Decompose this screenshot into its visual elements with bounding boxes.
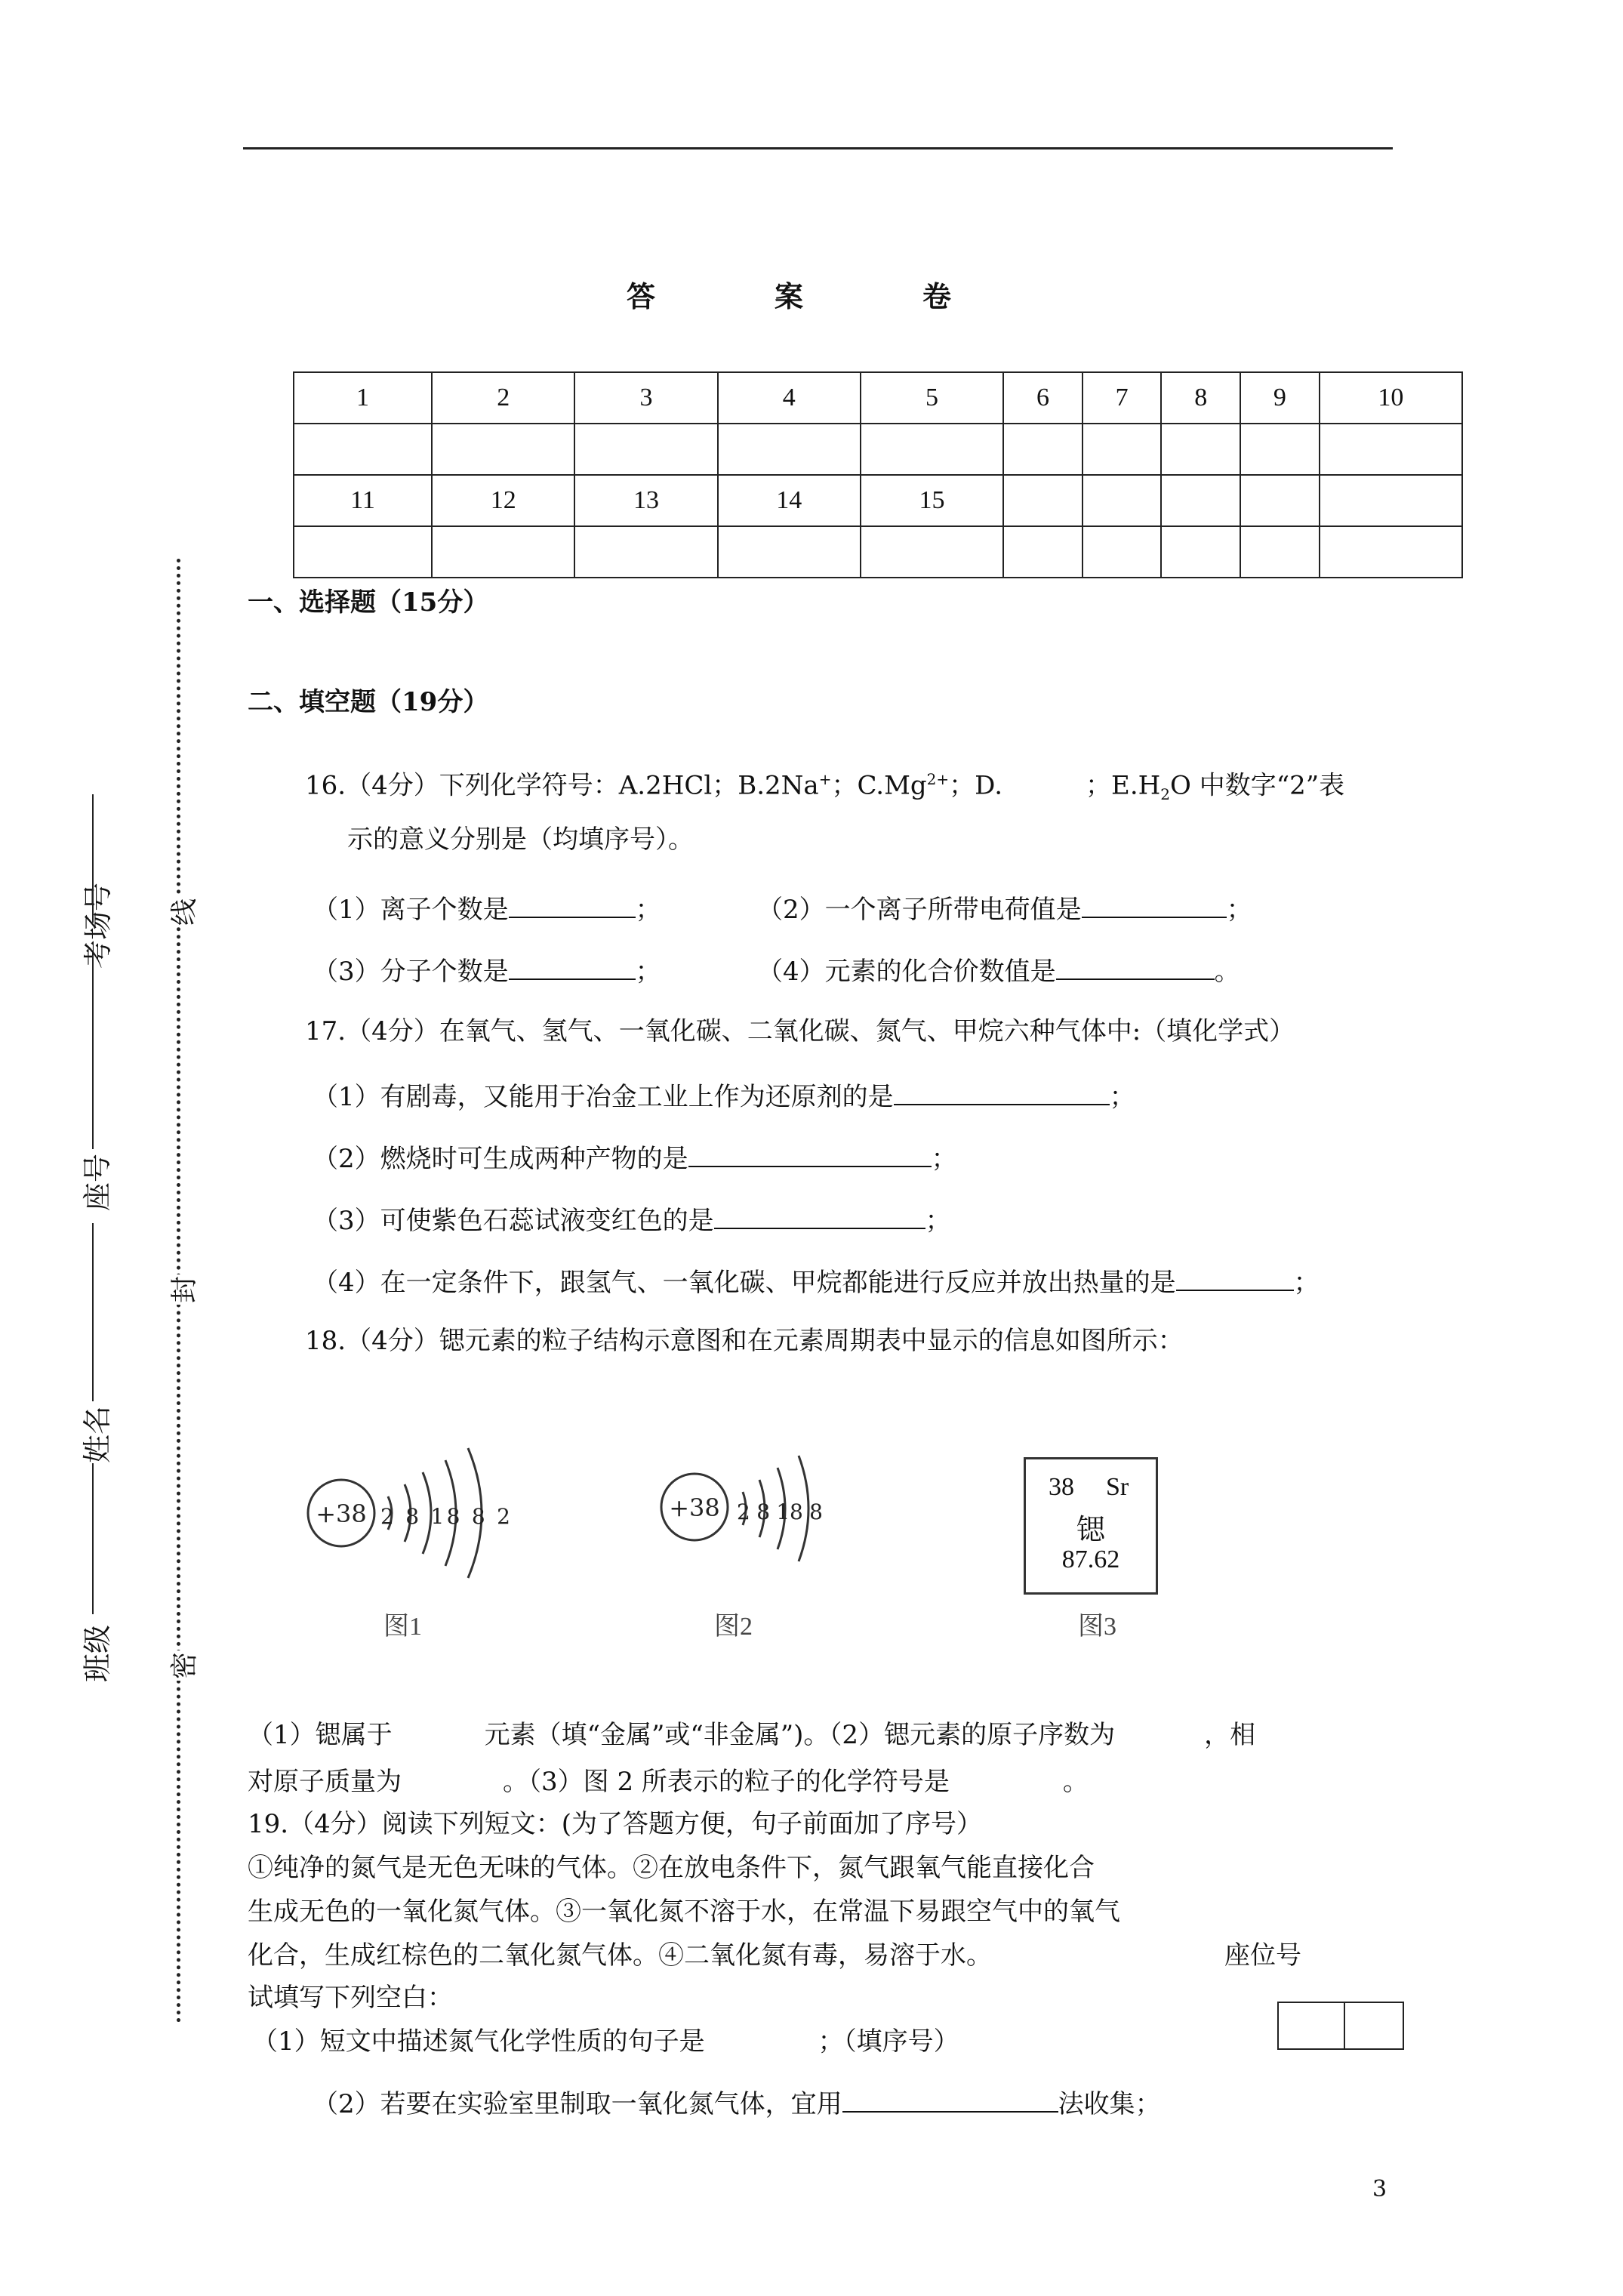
figure1-caption: 图1 xyxy=(383,1613,422,1641)
q16-text: ；D. xyxy=(949,770,1002,801)
q17-stem: 17.（4分）在氧气、氢气、一氧化碳、二氧化碳、氮气、甲烷六种气体中:（填化学式） xyxy=(305,1016,1295,1046)
q19-stem: 19.（4分）阅读下列短文：(为了答题方便，句子前面加了序号） xyxy=(248,1809,982,1839)
nucleus-label: +38 xyxy=(316,1499,367,1528)
q16-part-label: （1）离子个数是 xyxy=(313,895,509,925)
exam-room-label: 考场号 xyxy=(82,882,115,969)
q17-part-label: （4）在一定条件下，跟氢气、一氧化碳、甲烷都能进行反应并放出热量的是 xyxy=(313,1268,1176,1298)
top-rule xyxy=(243,147,1393,149)
table-cell: 15 xyxy=(861,475,1003,526)
table-cell xyxy=(1003,475,1083,526)
table-cell: 11 xyxy=(294,475,432,526)
seat-number-label: 座位号 xyxy=(1224,1940,1301,1971)
q19-part-end: 法收集； xyxy=(1058,2089,1161,2119)
q16-part-label: （2）一个离子所带电荷值是 xyxy=(757,895,1082,925)
q17-part4 xyxy=(313,1264,1320,1298)
table-cell: 13 xyxy=(574,475,717,526)
q16-text: 16.（4分）下列化学符号：A.2HCl；B.2Na xyxy=(305,770,819,801)
table-row xyxy=(294,475,1462,526)
answer-cell[interactable] xyxy=(432,526,574,578)
answer-blank[interactable] xyxy=(1082,891,1227,918)
table-cell: 1 xyxy=(294,372,432,424)
q18-answer-line2 xyxy=(248,1767,1089,1797)
figure3-periodic-cell xyxy=(1024,1457,1158,1595)
q18-text: 对原子质量为 xyxy=(248,1767,402,1797)
answer-cell[interactable] xyxy=(1003,424,1083,475)
answer-cell[interactable] xyxy=(1161,424,1240,475)
q19-part-label: （1）短文中描述氮气化学性质的句子是 xyxy=(252,2026,705,2057)
seal-word-secret: 密 xyxy=(163,1650,193,1681)
q17-part3 xyxy=(313,1202,951,1236)
answer-cell[interactable] xyxy=(1240,526,1320,578)
table-cell: 8 xyxy=(1161,372,1240,424)
electron-shells-label: 2 8 18 8 2 xyxy=(380,1504,510,1529)
q16-text: ；C.Mg xyxy=(831,770,927,801)
answer-cell[interactable] xyxy=(1003,526,1083,578)
q17-part-end: ； xyxy=(1109,1082,1135,1112)
q17-part-end: ； xyxy=(931,1144,957,1174)
table-row xyxy=(294,526,1462,578)
answer-cell[interactable] xyxy=(718,424,861,475)
table-cell: 6 xyxy=(1003,372,1083,424)
answer-cell[interactable] xyxy=(1320,424,1462,475)
q19-part-label: （2）若要在实验室里制取一氧化氮气体，宜用 xyxy=(313,2089,842,2119)
answer-blank[interactable] xyxy=(1056,953,1215,980)
q19-passage-line2: 生成无色的一氧化氮气体。③一氧化氮不溶于水，在常温下易跟空气中的氧气 xyxy=(248,1897,1120,1927)
table-cell: 5 xyxy=(861,372,1003,424)
q17-part2 xyxy=(313,1140,957,1174)
seat-number-box[interactable] xyxy=(1277,2002,1404,2050)
page-title: 答 案 卷 xyxy=(626,279,996,313)
superscript: + xyxy=(818,770,832,788)
q16-part-end: 。 xyxy=(1214,957,1240,987)
name-label: 姓名 xyxy=(81,1406,114,1464)
answer-blank[interactable] xyxy=(688,1140,932,1167)
table-cell: 7 xyxy=(1083,372,1162,424)
table-cell: 9 xyxy=(1240,372,1320,424)
element-name: 锶 xyxy=(1076,1513,1105,1546)
figure3-caption: 图3 xyxy=(1078,1613,1116,1641)
atomic-number: 38 xyxy=(1049,1473,1074,1501)
answer-cell[interactable] xyxy=(1161,526,1240,578)
answer-blank[interactable] xyxy=(509,891,636,918)
exam-room-field[interactable] xyxy=(92,794,94,923)
answer-cell[interactable] xyxy=(574,526,717,578)
answer-cell[interactable] xyxy=(1083,526,1162,578)
q17-part-end: ； xyxy=(925,1206,951,1236)
table-cell xyxy=(1240,475,1320,526)
q16-text: O 中数字“2”表 xyxy=(1170,770,1345,801)
q17-part-label: （2）燃烧时可生成两种产物的是 xyxy=(313,1144,688,1174)
q18-answer-line1 xyxy=(248,1720,1255,1750)
answer-cell[interactable] xyxy=(1320,526,1462,578)
q17-part-label: （3）可使紫色石蕊试液变红色的是 xyxy=(313,1206,714,1236)
element-symbol: Sr xyxy=(1106,1473,1129,1501)
subscript: 2 xyxy=(1160,785,1171,804)
table-cell: 10 xyxy=(1320,372,1462,424)
seat-box-divider xyxy=(1344,2003,1345,2048)
table-cell xyxy=(1320,475,1462,526)
electron-shells-label: 2 8 18 8 xyxy=(737,1499,823,1524)
section-choice-heading: 一、选择题（15分） xyxy=(248,587,489,618)
q18-text: 。（3）图 2 所表示的粒子的化学符号是 xyxy=(503,1767,950,1797)
table-row xyxy=(294,372,1462,424)
table-cell: 14 xyxy=(718,475,861,526)
answer-cell[interactable] xyxy=(1240,424,1320,475)
figure2-caption: 图2 xyxy=(714,1613,753,1641)
q18-text: ，相 xyxy=(1204,1720,1256,1750)
seat-field[interactable] xyxy=(92,953,94,1149)
q19-part2 xyxy=(313,2085,1161,2119)
answer-cell[interactable] xyxy=(861,424,1003,475)
answer-cell[interactable] xyxy=(718,526,861,578)
q16-stem-line2: 示的意义分别是（均填序号）。 xyxy=(347,824,694,855)
table-cell: 4 xyxy=(718,372,861,424)
figure2-ion-diagram xyxy=(654,1435,865,1608)
q18-text: （1）锶属于 xyxy=(248,1720,393,1750)
q17-part1 xyxy=(313,1078,1135,1112)
q19-part-end: ；（填序号） xyxy=(818,2026,959,2057)
answer-table xyxy=(293,371,1463,578)
class-field[interactable] xyxy=(92,1463,94,1614)
seal-word-line: 线 xyxy=(163,897,193,927)
q18-text: 。 xyxy=(1062,1767,1089,1797)
q19-passage-line3: 化合，生成红棕色的二氧化氮气体。④二氧化氮有毒，易溶于水。 xyxy=(248,1940,992,1971)
q16-part-end: ； xyxy=(1226,895,1252,925)
answer-cell[interactable] xyxy=(574,424,717,475)
table-cell: 3 xyxy=(574,372,717,424)
answer-cell[interactable] xyxy=(1083,424,1162,475)
q17-part-label: （1）有剧毒，又能用于冶金工业上作为还原剂的是 xyxy=(313,1082,894,1112)
q16-part-label: （3）分子个数是 xyxy=(313,957,509,987)
q19-passage-line1: ①纯净的氮气是无色无味的气体。②在放电条件下，氮气跟氧气能直接化合 xyxy=(248,1853,1095,1883)
q19-instruction: 试填写下列空白： xyxy=(248,1983,453,2013)
q16-part2 xyxy=(757,891,1252,925)
answer-blank[interactable] xyxy=(509,953,636,980)
q18-stem: 18.（4分）锶元素的粒子结构示意图和在元素周期表中显示的信息如图所示： xyxy=(305,1326,1184,1356)
table-row xyxy=(294,424,1462,475)
q17-part-end: ； xyxy=(1293,1268,1320,1298)
answer-cell[interactable] xyxy=(294,424,432,475)
q16-part3 xyxy=(313,953,661,987)
page-number: 3 xyxy=(1372,2176,1387,2202)
answer-blank[interactable] xyxy=(1176,1264,1294,1291)
name-field[interactable] xyxy=(92,1223,94,1401)
answer-blank[interactable] xyxy=(894,1078,1110,1105)
q16-part1 xyxy=(313,891,661,925)
table-cell: 2 xyxy=(432,372,574,424)
nucleus-label: +38 xyxy=(669,1493,720,1522)
q16-stem xyxy=(305,764,1344,809)
answer-blank[interactable] xyxy=(714,1202,925,1229)
answer-cell[interactable] xyxy=(861,526,1003,578)
figure1-atom-diagram xyxy=(299,1435,548,1608)
q16-part-label: （4）元素的化合价数值是 xyxy=(757,957,1056,987)
seal-word-seal: 封 xyxy=(163,1274,193,1305)
atomic-mass: 87.62 xyxy=(1061,1546,1120,1573)
q16-part4 xyxy=(757,953,1240,987)
table-cell xyxy=(1161,475,1240,526)
q19-part1 xyxy=(252,2026,959,2057)
q16-part-end: ； xyxy=(635,895,661,925)
q16-text: ；E.H xyxy=(1086,770,1161,801)
class-label: 班级 xyxy=(81,1625,114,1683)
table-cell xyxy=(1083,475,1162,526)
q16-part-end: ； xyxy=(635,957,661,987)
answer-cell[interactable] xyxy=(432,424,574,475)
section-fill-heading: 二、填空题（19分） xyxy=(248,687,489,717)
table-cell: 12 xyxy=(432,475,574,526)
q18-text: 元素（填“金属”或“非金属”)。（2）锶元素的原子序数为 xyxy=(484,1720,1116,1750)
superscript: 2+ xyxy=(926,770,950,788)
answer-blank[interactable] xyxy=(842,2085,1058,2113)
seat-label: 座号 xyxy=(81,1154,114,1212)
answer-cell[interactable] xyxy=(294,526,432,578)
